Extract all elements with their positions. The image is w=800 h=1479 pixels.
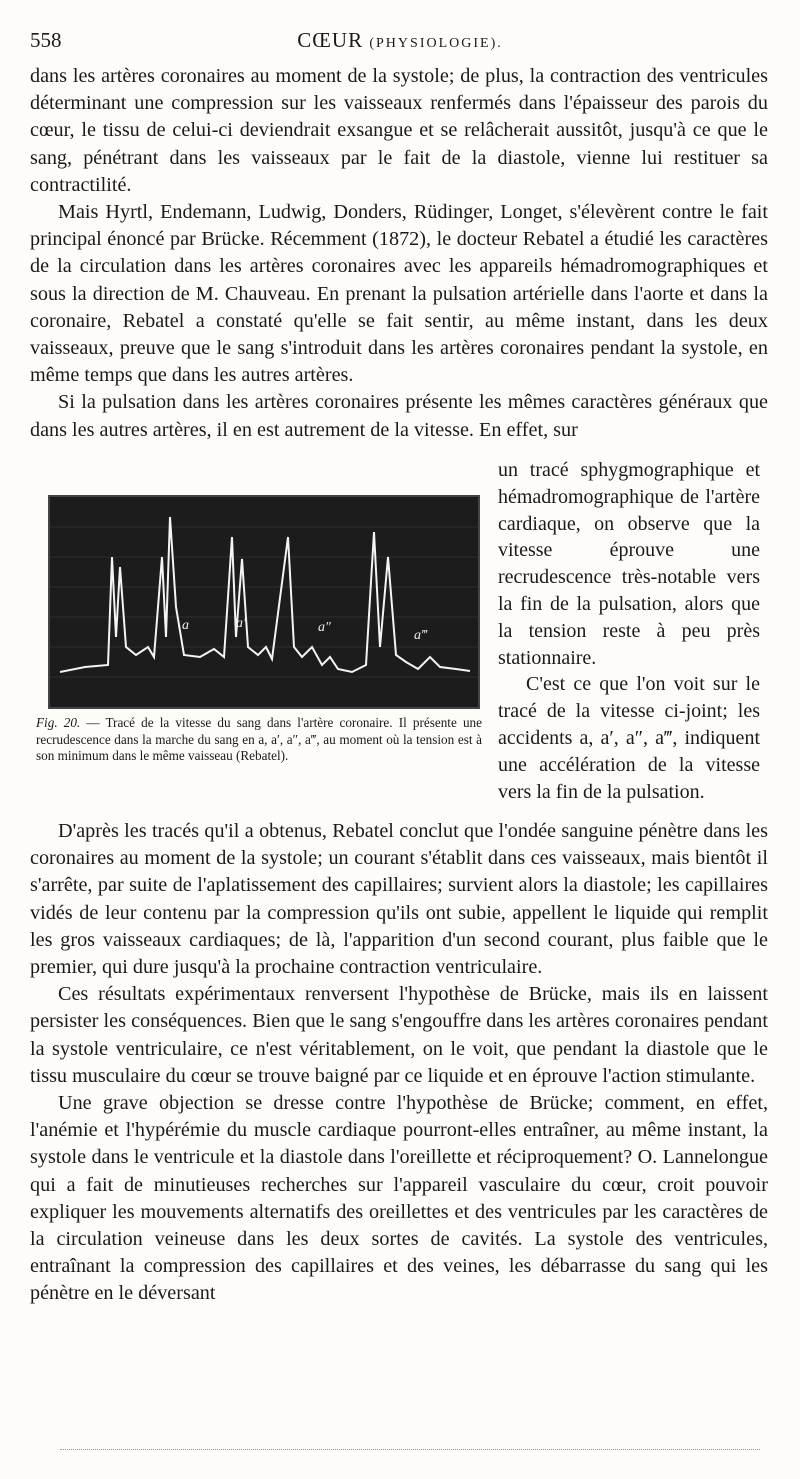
text-block-top (30, 63, 768, 444)
figure-label-a-prime: a′ (236, 616, 247, 631)
paragraph: C'est ce que l'on voit sur le tracé de la vitesse ci-joint; les accidents a, a′, a″, a‴, indiquent une accélération de la vitesse vers la fin de la pulsation. (498, 673, 760, 803)
running-title-sub: (PHYSIOLOGIE). (369, 36, 503, 51)
running-title (30, 28, 770, 53)
paragraph: Ces résultats expérimentaux renversent l'hypothèse de Brücke, mais ils en laissent persister les conséquences. Bien que le sang s'engouffre dans les artères coronaires pendant la systole ventriculaire, ce n'est véritablement, on le voit, que pendant la diastole que le tissu musculaire du cœur se trouve baigné par ce liquide et en éprouve l'action stimulante. (30, 983, 768, 1087)
paragraph: Une grave objection se dresse contre l'hypothèse de Brücke; comment, en effet, l'anémie et l'hypérémie du muscle cardiaque pourront-elles entraîner, au même instant, la systole dans le ventricule et la diastole dans l'oreillette et réciproquement? O. Lannelongue qui a fait de minutieuses recherches sur l'appareil vasculaire du cœur, croit pouvoir expliquer les mouvements alternatifs des oreillettes et des ventricules par les caractères de la circulation veineuse dans les deux sortes de cavités. La systole des ventricules, entraînant la compression des capillaires et des veines, les débarrasse du sang qui les pénètre en le déversant (30, 1092, 768, 1305)
figure-caption (36, 715, 482, 765)
running-header (30, 28, 770, 58)
paragraph: dans les artères coronaires au moment de la systole; de plus, la contraction des ventricules déterminant une compression sur les vaisseaux renfermés dans l'épaisseur des parois du cœur, le tissu de celui-ci deviendrait exsangue et se relâcherait aussitôt, jusqu'à ce que le sang, pénétrant dans les vaisseaux par le fait de la diastole, vienne lui restituer sa contractilité. (30, 65, 768, 196)
paragraph: D'après les tracés qu'il a obtenus, Rebatel conclut que l'ondée sanguine pénètre dans les coronaires au moment de la systole; un courant s'établit dans ces vaisseaux, mais bientôt il s'arrête, par suite de l'aplatissement des capillaires; survient alors la diastole; les capillaires vidés de leur contenu par la compression qu'ils ont subie, appellent le liquide qui remplit les gros vaisseaux cardiaques; de là, l'apparition d'un second courant, plus faible que le premier, qui dure jusqu'à la prochaine contraction ventriculaire. (30, 820, 768, 979)
page-number: 558 (30, 28, 62, 52)
velocity-trace-figure (48, 495, 480, 709)
figure-label-a-second: a″ (318, 620, 331, 635)
text-block-bottom (30, 818, 768, 1308)
figure-label-a: a (182, 618, 189, 633)
text-side-column (498, 457, 760, 805)
figure-caption-label: Fig. 20. (36, 715, 81, 730)
figure-label-a-third: a‴ (414, 628, 427, 643)
paragraph: Mais Hyrtl, Endemann, Ludwig, Donders, Rüdinger, Longet, s'élevèrent contre le fait principal énoncé par Brücke. Récemment (1872), le docteur Rebatel a étudié les caractères de la circulation dans les artères coronaires avec les appareils hémadromographiques et sous la direction de M. Chauveau. En prenant la pulsation artérielle dans l'aorte et dans la coronaire, Rebatel a constaté qu'elle se fait sentir, au même instant, dans les deux vaisseaux, preuve que le sang s'introduit dans les artères coronaires pendant la systole, en même temps que dans les autres artères. (30, 201, 768, 387)
paragraph: un tracé sphygmographique et hémadromographique de l'artère cardiaque, on observe que la vitesse éprouve une recrudescence très-notable vers la fin de la pulsation, alors que la tension reste à peu près stationnaire. (498, 459, 760, 669)
running-title-main: CŒUR (297, 28, 364, 52)
velocity-trace-graphic (50, 497, 478, 707)
footer-rule (60, 1449, 760, 1450)
figure-caption-text: — Tracé de la vitesse du sang dans l'artère coronaire. Il présente une recrudescence dans la marche du sang en a, a′, a″, a‴, au moment où la tension est à son minimum dans le même vaisseau (Rebatel). (36, 715, 482, 763)
paragraph: Si la pulsation dans les artères coronaires présente les mêmes caractères généraux que dans les autres artères, il en est autrement de la vitesse. En effet, sur (30, 391, 768, 441)
